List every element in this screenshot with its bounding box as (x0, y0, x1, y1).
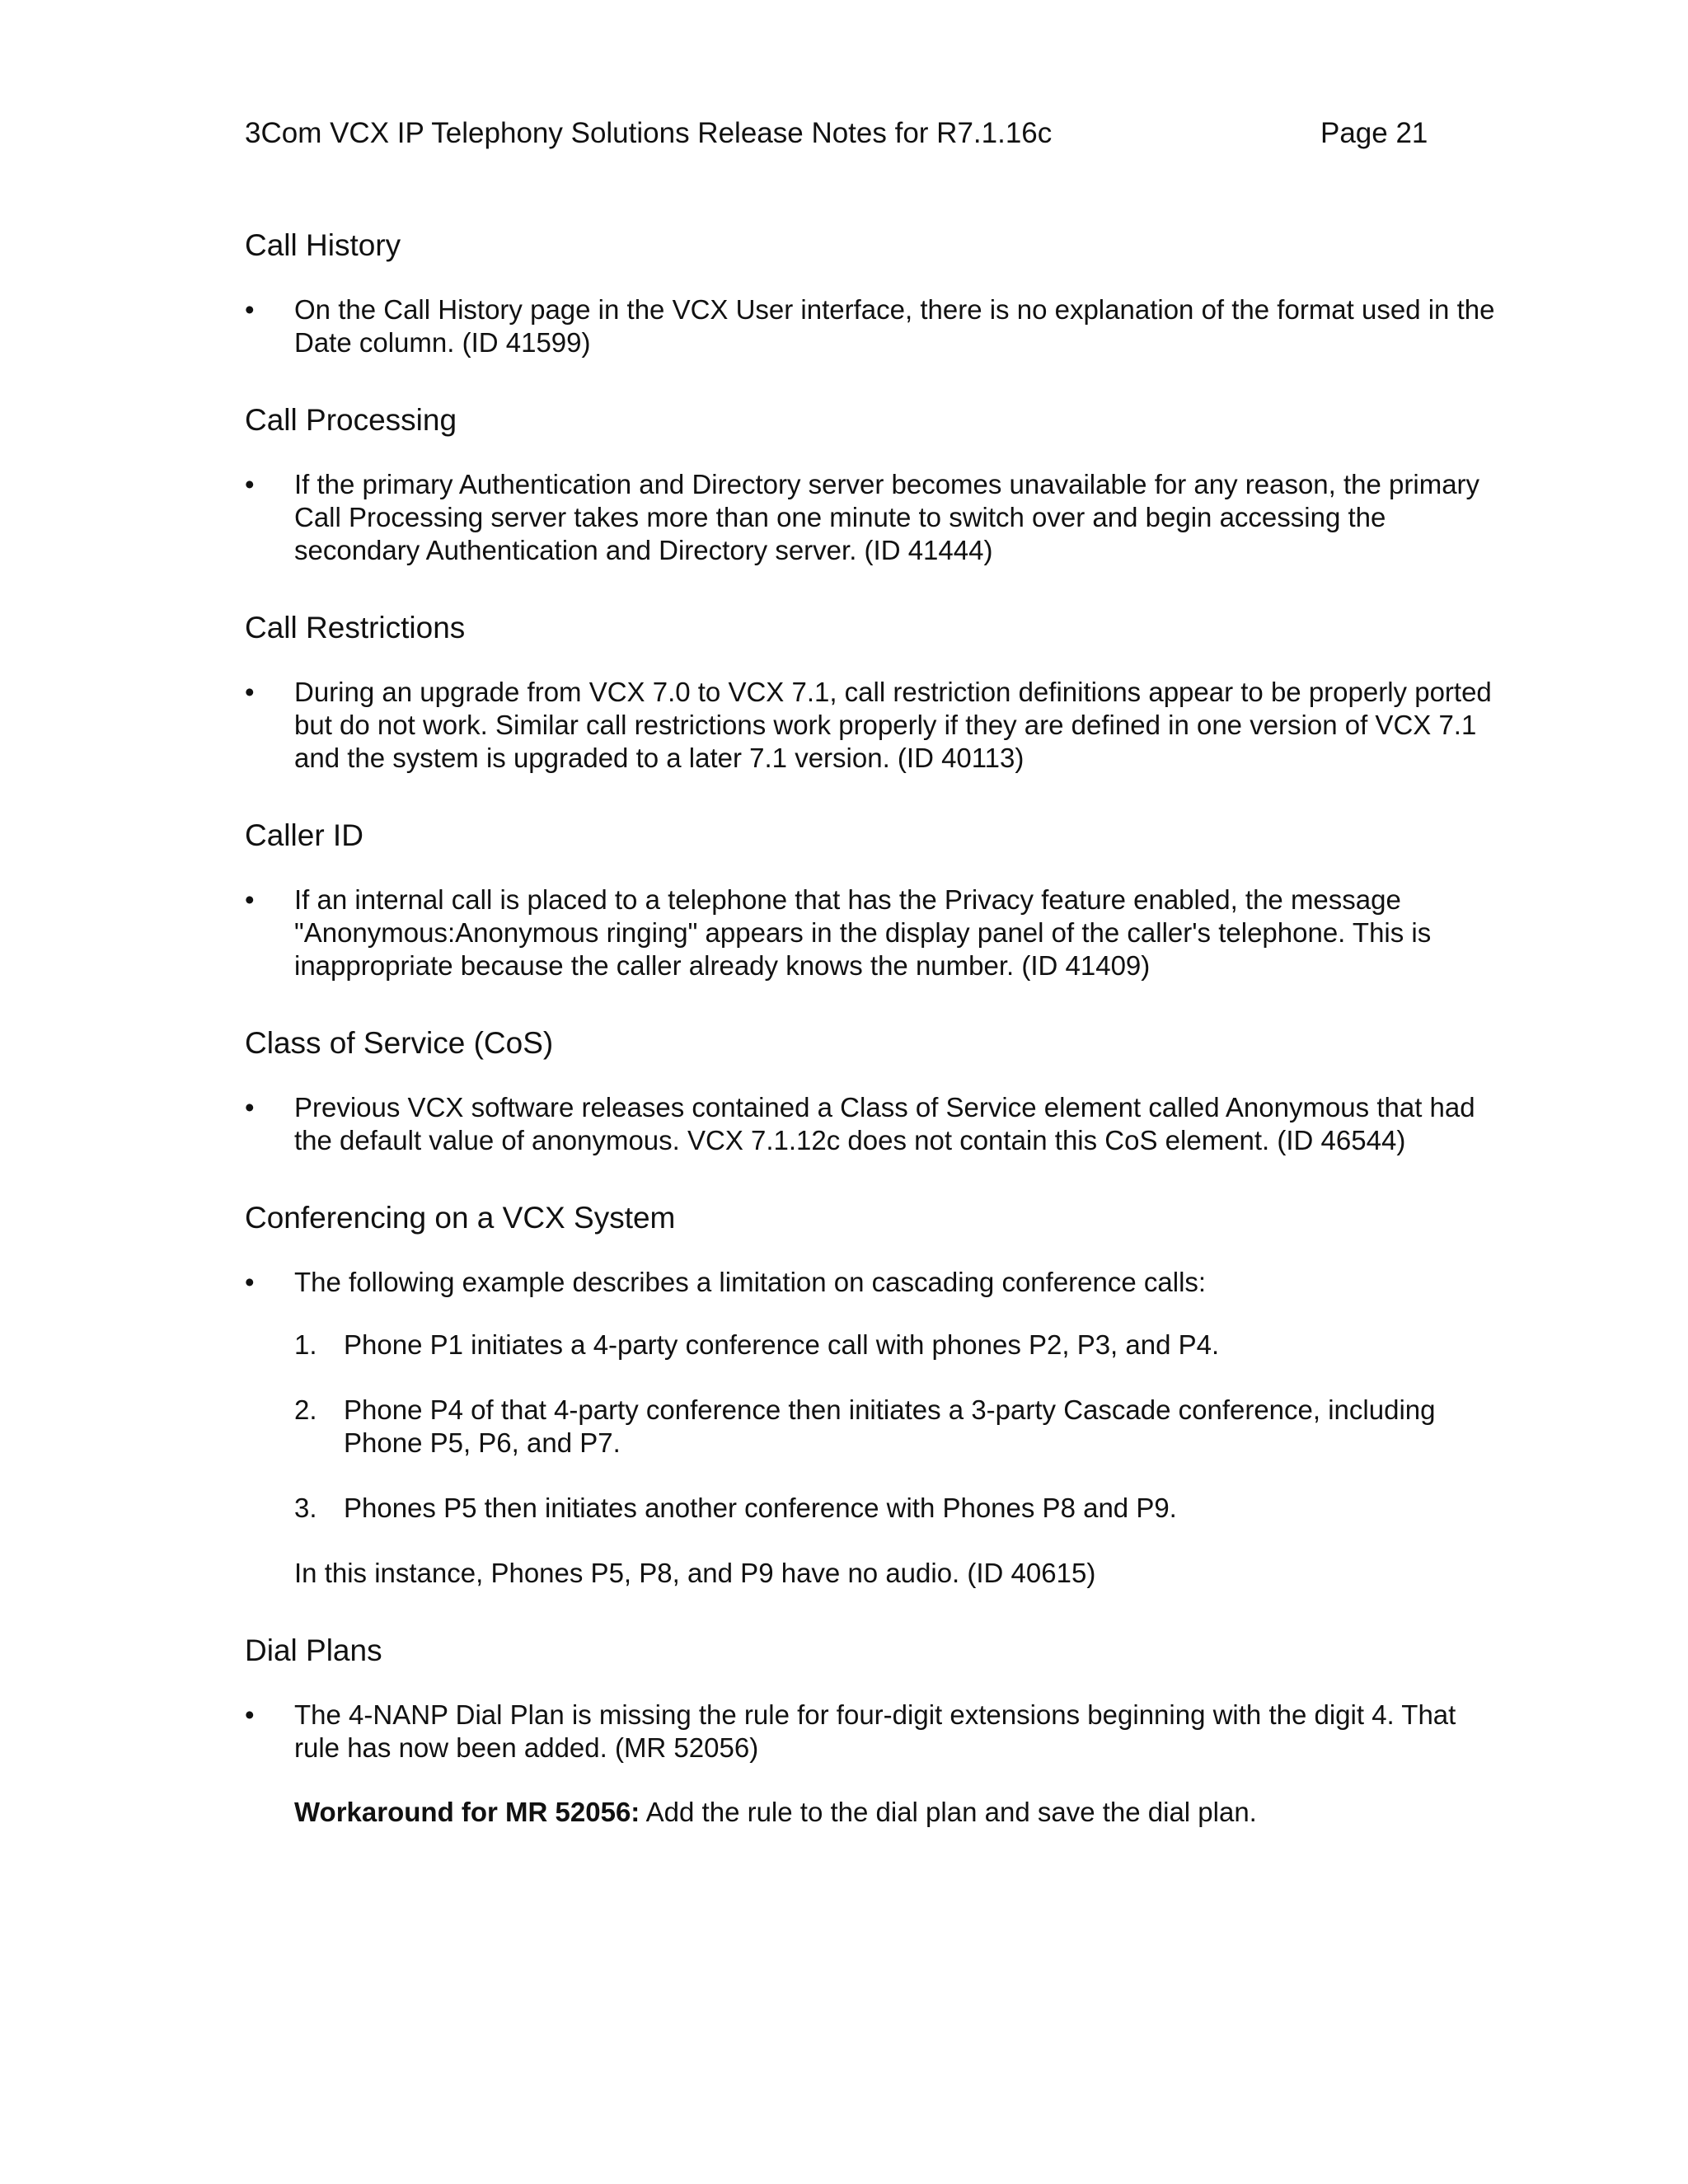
bullet-item (245, 1699, 1498, 1765)
list-item (294, 1329, 1498, 1361)
bullet-text: Previous VCX software releases contained a Class of Service element called Anonymous that had the default value of anonymous. VCX 7.1.12c does not contain this CoS element. (ID 46544) (294, 1092, 1475, 1155)
section-dial-plans (245, 1633, 1498, 1829)
document-body (245, 227, 1498, 1872)
list-item-text: Phone P1 initiates a 4-party conference call with phones P2, P3, and P4. (344, 1329, 1220, 1360)
section-call-processing (245, 402, 1498, 567)
bullet-icon: • (245, 1092, 255, 1122)
bullet-text: The following example describes a limitation on cascading conference calls: (294, 1267, 1207, 1297)
bullet-icon: • (245, 1699, 255, 1730)
workaround-label: Workaround for MR 52056: (294, 1797, 640, 1827)
bullet-item (245, 1091, 1498, 1157)
numbered-list (245, 1329, 1498, 1525)
document-header-title: 3Com VCX IP Telephony Solutions Release Notes for R7.1.16c (245, 117, 1053, 149)
list-item (294, 1394, 1498, 1460)
list-item-number: 1. (294, 1329, 317, 1360)
list-item (294, 1492, 1498, 1525)
bullet-item (245, 293, 1498, 359)
list-item-text: Phones P5 then initiates another conference with Phones P8 and P9. (344, 1493, 1177, 1523)
workaround-text: Add the rule to the dial plan and save the dial plan. (640, 1797, 1257, 1827)
bullet-text: During an upgrade from VCX 7.0 to VCX 7.1, call restriction definitions appear to be properly ported but do not work. Similar call restrictions work properly if they are defined in one version of VCX 7.1 and the system is upgraded to a later 7.1 version. (ID 40113) (294, 677, 1492, 773)
section-conferencing (245, 1200, 1498, 1590)
bullet-item (245, 676, 1498, 775)
list-item-text: Phone P4 of that 4-party conference then initiates a 3-party Cascade conference, including Phone P5, P6, and P7. (344, 1394, 1436, 1458)
bullet-item (245, 883, 1498, 982)
section-heading: Conferencing on a VCX System (245, 1201, 676, 1235)
bullet-item (245, 1266, 1498, 1299)
section-heading: Dial Plans (245, 1633, 382, 1667)
section-call-history (245, 227, 1498, 359)
conference-note: In this instance, Phones P5, P8, and P9 have no audio. (ID 40615) (294, 1558, 1096, 1588)
bullet-icon: • (245, 677, 255, 707)
section-heading: Class of Service (CoS) (245, 1026, 554, 1060)
section-heading: Call Processing (245, 403, 457, 437)
workaround-paragraph (245, 1796, 1498, 1829)
bullet-text: If an internal call is placed to a telephone that has the Privacy feature enabled, the message "Anonymous:Anonymous ringing" appears in the display panel of the caller's telephone. This is inappropriate because the caller already knows the number. (ID 41409) (294, 884, 1432, 981)
list-item-number: 3. (294, 1493, 317, 1523)
section-heading: Call History (245, 228, 401, 262)
section-call-restrictions (245, 610, 1498, 775)
bullet-icon: • (245, 884, 255, 915)
page-number: Page 21 (1320, 117, 1428, 149)
section-heading: Caller ID (245, 818, 363, 852)
bullet-icon: • (245, 469, 255, 499)
list-item-number: 2. (294, 1394, 317, 1425)
bullet-text: The 4-NANP Dial Plan is missing the rule for four-digit extensions beginning with the digit 4. That rule has now been added. (MR 52056) (294, 1699, 1456, 1763)
section-heading: Call Restrictions (245, 611, 466, 644)
bullet-icon: • (245, 294, 255, 325)
bullet-text: If the primary Authentication and Directory server becomes unavailable for any reason, the primary Call Processing server takes more than one minute to switch over and begin accessing the secondary Authentication and Directory server. (ID 41444) (294, 469, 1480, 565)
bullet-item (245, 468, 1498, 567)
bullet-icon: • (245, 1267, 255, 1297)
section-class-of-service (245, 1025, 1498, 1157)
section-caller-id (245, 818, 1498, 982)
bullet-text: On the Call History page in the VCX User interface, there is no explanation of the format used in the Date column. (ID 41599) (294, 294, 1495, 358)
